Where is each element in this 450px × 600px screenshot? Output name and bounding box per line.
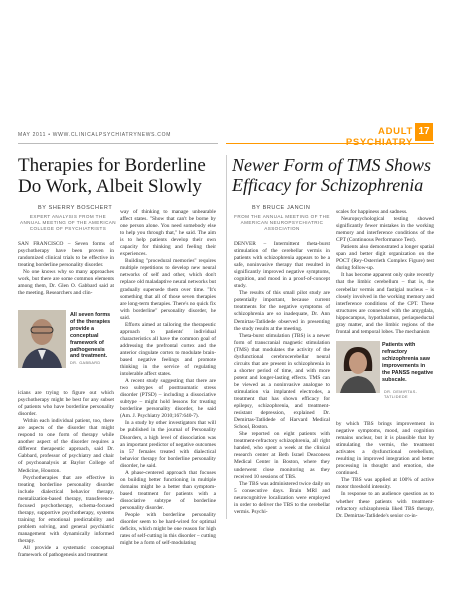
paragraph: The results of this small pilot study are potentially important, because current treatments for the negative symptoms of schizophrenia are so inadequate, Dr. Ann Demirtas-Tatlidede observed in presenting the study results at the meeting.	[234, 290, 330, 332]
photo-dr-demirtas-tatlidede	[336, 341, 380, 393]
left-article-column-1-continued	[18, 390, 114, 559]
paragraph: Within each individual patient, too, there are aspects of the disorder that might respond to one form of therapy while another aspect of the disorder requires a different therapeutic approach, said Dr. Gabbard, professor of psychiatry and chair of psychoanalysis at Baylor College of Medicine, Houston.	[18, 418, 114, 474]
section-label: ADULT	[378, 126, 413, 137]
paragraph: icians are trying to figure out which psychotherapy might be best for any subset of patients who have borderline personality disorder.	[18, 390, 114, 418]
running-header: MAY 2011 • WWW.CLINICALPSYCHIATRYNEWS.COM	[18, 132, 172, 138]
paragraph: Psychotherapies that are effective in treating borderline personality disorder include dialectical behavior therapy, mentalization-based therapy, transference-focused psychotherapy, schema-focused therapy, supportive psychotherapy, systems training for emotional predictability and problem solving, and general psychiatric management with dynamically informed therapy.	[18, 474, 114, 544]
photo-caption-right: DR. DEMIRTAS-TATLIDEDE	[384, 390, 418, 399]
paragraph: by which TBS brings improvement in negative symptoms, mood, and cognition remains unclear, but it is plausible that by stimulating the vermis, the treatment activates a dysfunctional cerebellum, resulting in improved integration and better processing in thought and emotion, she continued.	[336, 421, 434, 477]
header-rule-right	[226, 143, 434, 144]
paragraph: The TBS was administered twice daily on 5 consecutive days. Brain MRI and neurocognitive localization were employed in order to deliver the TBS to the cerebellar vermis. Psychi-	[234, 480, 330, 515]
paragraph: SAN FRANCISCO – Seven forms of psychotherapy have been proven in randomized clinical trials to be effective in treating borderline personality disorder.	[18, 241, 114, 269]
paragraph: The TBS was applied at 100% of active motor threshold intensity.	[336, 477, 434, 491]
paragraph: In response to an audience question as to whether these patients with treatment-refractory schizophrenia liked TBS therapy, Dr. Demirtas-Tatlidede's senior co-in-	[336, 491, 434, 519]
paragraph: All provide a systematic conceptual framework of pathogenesis and treatment	[18, 545, 114, 559]
column-divider	[226, 155, 227, 519]
source-line-left: EXPERT ANALYSIS FROM THE ANNUAL MEETING OF THE AMERICAN COLLEGE OF PSYCHIATRISTS	[20, 214, 116, 232]
paragraph: In a study by other investigators that will be published in the journal of Personality Disorders, a high level of dissociation was an important predictor of negative outcomes in 57 females treated with dialectical behavior therapy for borderline personality disorder, he said.	[120, 420, 216, 469]
paragraph: DENVER – Intermittent theta-burst stimulation of the cerebellar vermis in patients with schizophrenia appears to be a safe, noninvasive therapy that resulted in significantly improved negative symptoms, cognition, and mood in a proof-of-concept study.	[234, 241, 330, 290]
paragraph: Neuropsychological testing showed significantly fewer mistakes in the working memory and interference conditions of the CPT (Continuous Performance Test).	[336, 216, 434, 244]
paragraph: A phase-centered approach that focuses on building better functioning in multiple domains might be a better than symptom-based treatment for patients with a dissociative subtype of borderline personality disorder.	[120, 469, 216, 511]
portrait-image	[18, 310, 66, 368]
paragraph: scales for happiness and sadness.	[336, 209, 408, 215]
byline-right: BY BRUCE JANCIN	[252, 205, 311, 211]
source-line-right: FROM THE ANNUAL MEETING OF THE AMERICAN NEUROPSYCHIATRIC ASSOCIATION	[234, 214, 330, 232]
byline-left: BY SHERRY BOSCHERT	[38, 205, 113, 211]
paragraph: Theta-burst stimulation (TBS) is a newer form of transcranial magnetic stimulation (TMS) that modulates the activity of the dysfunctional cerebrocerebellar neural circuits that are present in schizophrenia in a shorter period of time, and with more potent and longer-lasting effects. TMS can be viewed as a noninvasive analogue to stimulation via implanted electrodes, a treatment that has shown efficacy for epilepsy, schizophrenia, and treatment-resistant depression, explained Dr. Demirtas-Tatlidede of Harvard Medical School, Boston.	[234, 332, 330, 431]
header-rule-left	[18, 143, 218, 144]
right-article-column-1	[234, 241, 330, 519]
paragraph: It has become apparent only quite recently that the limbic cerebellum – that is, the cerebellar vermis and fastigial nucleus – is closely involved in the working memory and interference conditions of the CPT. These structures are connected with the amygdala, hippocampus, hypothalamus, periaqueductal gray matter, and the limbic regions of the frontal and temporal lobes. The mechanism	[336, 272, 434, 335]
paragraph: way of thinking to manage unbearable affect states. "Show that can't be borne by one person alone. You need somebody else to help you through that," he said. The aim is to help patients develop their own capacity for thinking and feeling their experiences.	[120, 209, 216, 258]
left-article-column-1	[18, 241, 114, 309]
right-article-column-2-continued	[336, 421, 434, 519]
pull-quote-right: Patients with refractory schizophrenia saw improvements in the PANSS negative subscale.	[382, 342, 434, 383]
article-headline-borderline: Therapies for Borderline Do Work, Albeit Slowly	[18, 155, 206, 198]
photo-caption-left: DR. GABBARD	[70, 361, 101, 365]
photo-dr-gabbard	[18, 310, 66, 368]
paragraph: No one knows why so many approaches work, but there are some common elements among them, Dr. Glen O. Gabbard said at the meeting. Researchers and clin-	[18, 269, 114, 297]
pull-quote-left: All seven forms of the therapies provide a conceptual framework of pathogenesis and treatment.	[70, 312, 111, 360]
paragraph: A recent study suggesting that there are two subtypes of posttraumatic stress disorder (PTSD) – including a dissociative subtype – might hold lessons for treating borderline personality disorder, he said (Am. J. Psychiatry 2010;167:640-7).	[120, 378, 216, 420]
article-headline-tms: Newer Form of TMS Shows Efficacy for Schizophrenia	[232, 155, 432, 196]
paragraph: Building "procedural memories" requires multiple repetitions to develop new neural networks of self and other, which don't replace old maladaptive neural networks but gradually supersede them over time. "It's something that all of those seven therapies are long-term therapies. There's no quick fix with borderline" personality disorder, he said.	[120, 258, 216, 321]
paragraph: People with borderline personality disorder seem to be hard-wired for optimal deficits, which might be one reason for high rates of self-cutting in this disorder – cutting might be a form of self-modulating	[120, 512, 216, 547]
paragraph: Efforts aimed at tailoring the therapeutic approach to patients' individual characteristics all have the common goal of addressing the prefrontal cortex and the anterior cingulate cortex to modulate brain-based negative feelings and promote thinking in the service of regulating intolerable affect states.	[120, 321, 216, 378]
paragraph: Patients also demonstrated a longer spatial span and better digit organization on the POCT (Rey-Osterrieth Complex Figure) test during follow-up.	[336, 244, 434, 272]
left-article-column-2	[120, 209, 216, 547]
right-article-column-2	[336, 209, 434, 333]
paragraph: She reported on eight patients with treatment-refractory schizophrenia, all right handed, who spent a week at the clinical research center at Beth Israel Deaconess Medical Center in Boston, where they underwent close monitoring as they received 10 sessions of TBS.	[234, 431, 330, 480]
newspaper-page	[8, 8, 440, 592]
portrait-image	[336, 341, 380, 393]
page-number: 17	[415, 123, 433, 141]
